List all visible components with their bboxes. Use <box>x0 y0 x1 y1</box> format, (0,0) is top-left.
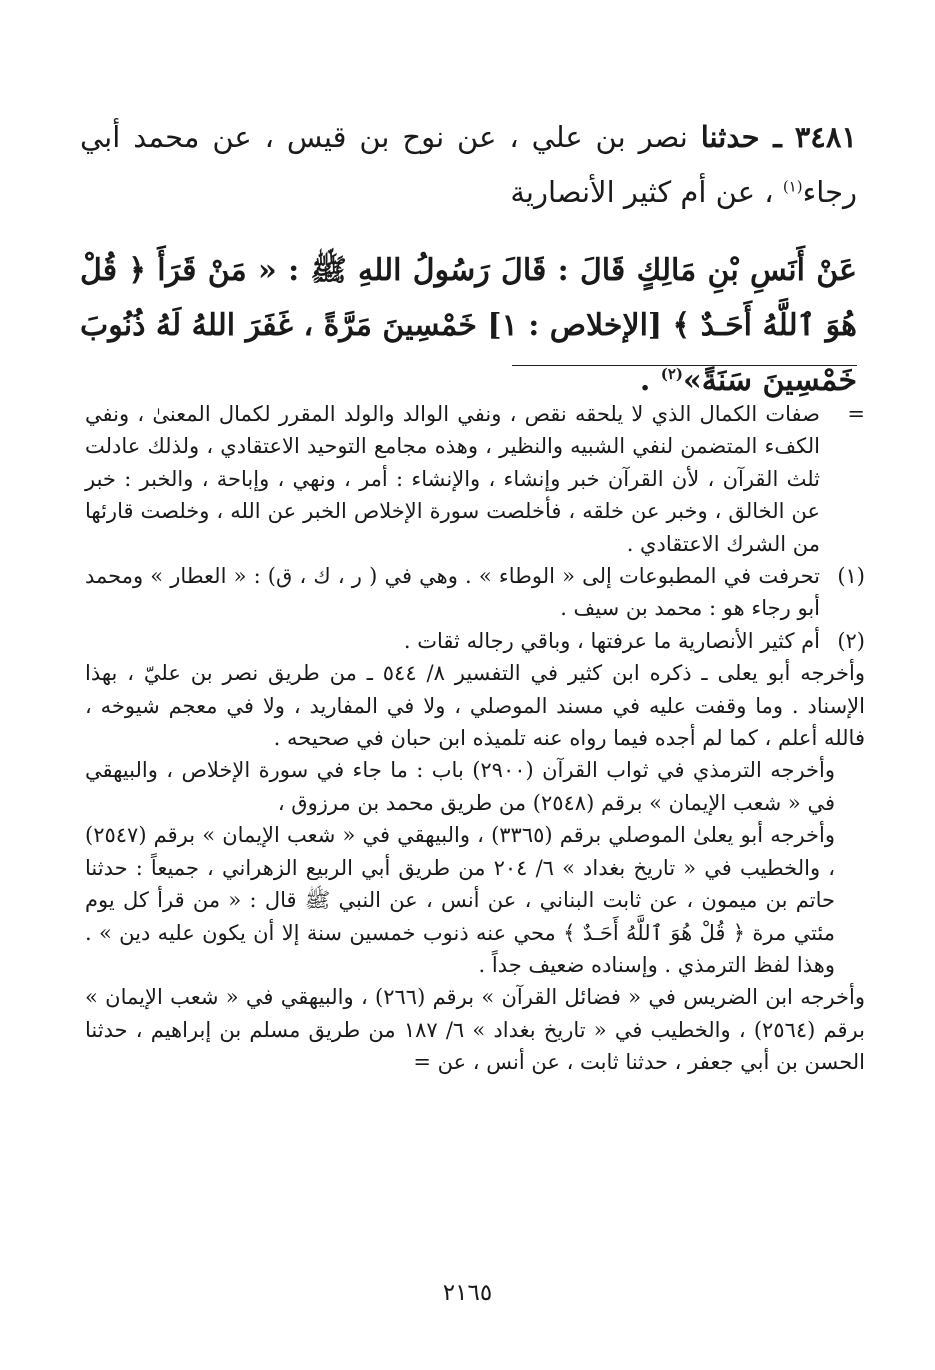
footnotes <box>85 398 865 1079</box>
matn-text: عَنْ أَنَسِ بْنِ مَالِكٍ قَالَ : قَالَ رَسُولُ اللهِ ﷺ : « مَنْ قَرَأَ ﴿ قُلْ هُوَ ٱللَّهُ أَحَـدٌ ﴾ [الإخلاص : ١] خَمْسِينَ مَرَّةً ، غَفَرَ اللهُ لَهُ ذُنُوبَ خَمْسِينَ سَنَةً» <box>80 253 858 398</box>
footnote-2-para-2: وأخرجه الترمذي في ثواب القرآن (٢٩٠٠) باب : ما جاء في سورة الإخلاص ، والبيهقي في « شعب الإيمان » برقم (٢٥٤٨) من طريق محمد بن مرزوق ، <box>85 758 835 815</box>
footnote-continuation <box>85 398 865 560</box>
hadith-number: ٣٤٨١ <box>794 120 858 154</box>
footnote-2-para-3: وأخرجه أبو يعلىٰ الموصلي برقم (٣٣٦٥) ، والبيهقي في « شعب الإيمان » برقم (٢٥٤٧) ، والخطيب في « تاريخ بغداد » ٦/ ٢٠٤ من طريق أبي الربيع الزهراني ، جميعاً : حدثنا حاتم بن ميمون ، عن ثابت البناني ، عن أنس ، عن النبي ﷺ قال : « من قرأ كل يوم مئتي مرة ﴿ قُلْ هُوَ ٱللَّهُ أَحَـدٌ ﴾ محي عنه ذنوب خمسين سنة إلا أن يكون عليه دين » . وهذا لفظ الترمذي . وإسناده ضعيف جداً . <box>85 823 835 977</box>
isnad-lead: ـ حدثنا <box>700 120 782 154</box>
footnote-separator <box>512 365 857 366</box>
footnote-ref-1[interactable]: (١) <box>782 177 803 196</box>
footnote-2-mark: (٢) <box>837 628 865 653</box>
hadith-matn <box>80 243 857 408</box>
footnote-2 <box>85 625 865 657</box>
isnad-text: نصر بن علي ، عن نوح بن قيس ، عن محمد أبي رجاء <box>80 120 857 209</box>
footnote-ref-2[interactable]: (٢) <box>660 365 683 383</box>
footnote-2-para-4: وأخرجه ابن الضريس في « فضائل القرآن » برقم (٢٦٦) ، والبيهقي في « شعب الإيمان » برقم (٢٥٦٤) ، والخطيب في « تاريخ بغداد » ٦/ ١٨٧ من طريق مسلم بن إبراهيم ، حدثنا الحسن بن أبي جعفر ، حدثنا ثابت ، عن أنس ، عن = <box>85 985 865 1075</box>
hadith-isnad <box>80 110 857 220</box>
footnote-1-mark: (١) <box>837 564 865 589</box>
matn-end: . <box>639 363 661 398</box>
continuation-mark: = <box>847 402 865 426</box>
footnote-1 <box>85 560 865 625</box>
footnote-1-text: تحرفت في المطبوعات إلى « الوطاء » . وهي في ( ر ، ك ، ق) : « العطار » ومحمد أبو رجاء هو : محمد بن سيف . <box>85 564 820 621</box>
page-number: ٢١٦٥ <box>442 1280 493 1306</box>
continuation-text: صفات الكمال الذي لا يلحقه نقص ، ونفي الوالد والولد المقرر لكمال المعنىٰ ، ونفي الكفء المتضمن لنفي الشبيه والنظير ، وهذه مجامع التوحيد الاعتقادي ، ولذلك عادلت ثلث القرآن ، لأن القرآن خبر وإنشاء ، والإنشاء : أمر ، ونهي ، وإباحة ، والخبر : خبر عن الخالق ، وخبر عن خلقه ، فأخلصت سورة الإخلاص الخبر عن الله ، وخلصت قارئها من الشرك الاعتقادي . <box>85 402 820 556</box>
footnote-2-first: أم كثير الأنصارية ما عرفتها ، وباقي رجاله ثقات . <box>403 628 820 653</box>
isnad-tail: ، عن أم كثير الأنصارية <box>510 175 774 209</box>
footnote-2-para-1: وأخرجه أبو يعلى ـ ذكره ابن كثير في التفسير ٨/ ٥٤٤ ـ من طريق نصر بن عليّ ، بهذا الإسناد . وما وقفت عليه في مسند الموصلي ، ولا في المفاريد ، ولا في معجم شيوخه ، فالله أعلم ، كما لم أجده فيما رواه عنه تلميذه ابن حبان في صحيحه . <box>85 661 865 751</box>
